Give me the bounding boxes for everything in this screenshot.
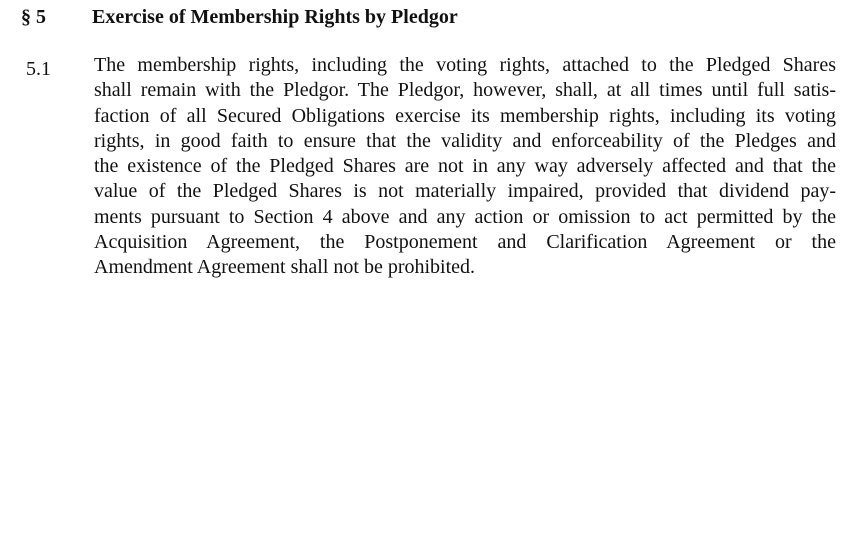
paragraph-line: faction of all Secured Obligations exercise its membership rights, including its voting bbox=[94, 104, 836, 127]
paragraph-line: The membership rights, including the voting rights, attached to the Pledged Shares bbox=[94, 54, 836, 76]
paragraph-line: value of the Pledged Shares is not materially impaired, provided that dividend pay- bbox=[94, 180, 836, 203]
paragraph-line: Acquisition Agreement, the Postponement and Clarification Agreement or the bbox=[94, 231, 836, 254]
paragraph-line: the existence of the Pledged Shares are not in any way adversely affected and that the bbox=[94, 155, 836, 178]
section-number: § 5 bbox=[21, 6, 46, 28]
paragraph-line: ments pursuant to Section 4 above and any action or omission to act permitted by the bbox=[94, 205, 836, 228]
section-title: Exercise of Membership Rights by Pledgor bbox=[92, 6, 458, 28]
paragraph-line: Amendment Agreement shall not be prohibited. bbox=[94, 256, 476, 279]
paragraph-line: shall remain with the Pledgor. The Pledgor, however, shall, at all times until full satis- bbox=[94, 79, 836, 102]
paragraph-number: 5.1 bbox=[26, 58, 51, 80]
paragraph-text bbox=[94, 53, 836, 281]
paragraph-line: rights, in good faith to ensure that the validity and enforceability of the Pledges and bbox=[94, 129, 836, 152]
